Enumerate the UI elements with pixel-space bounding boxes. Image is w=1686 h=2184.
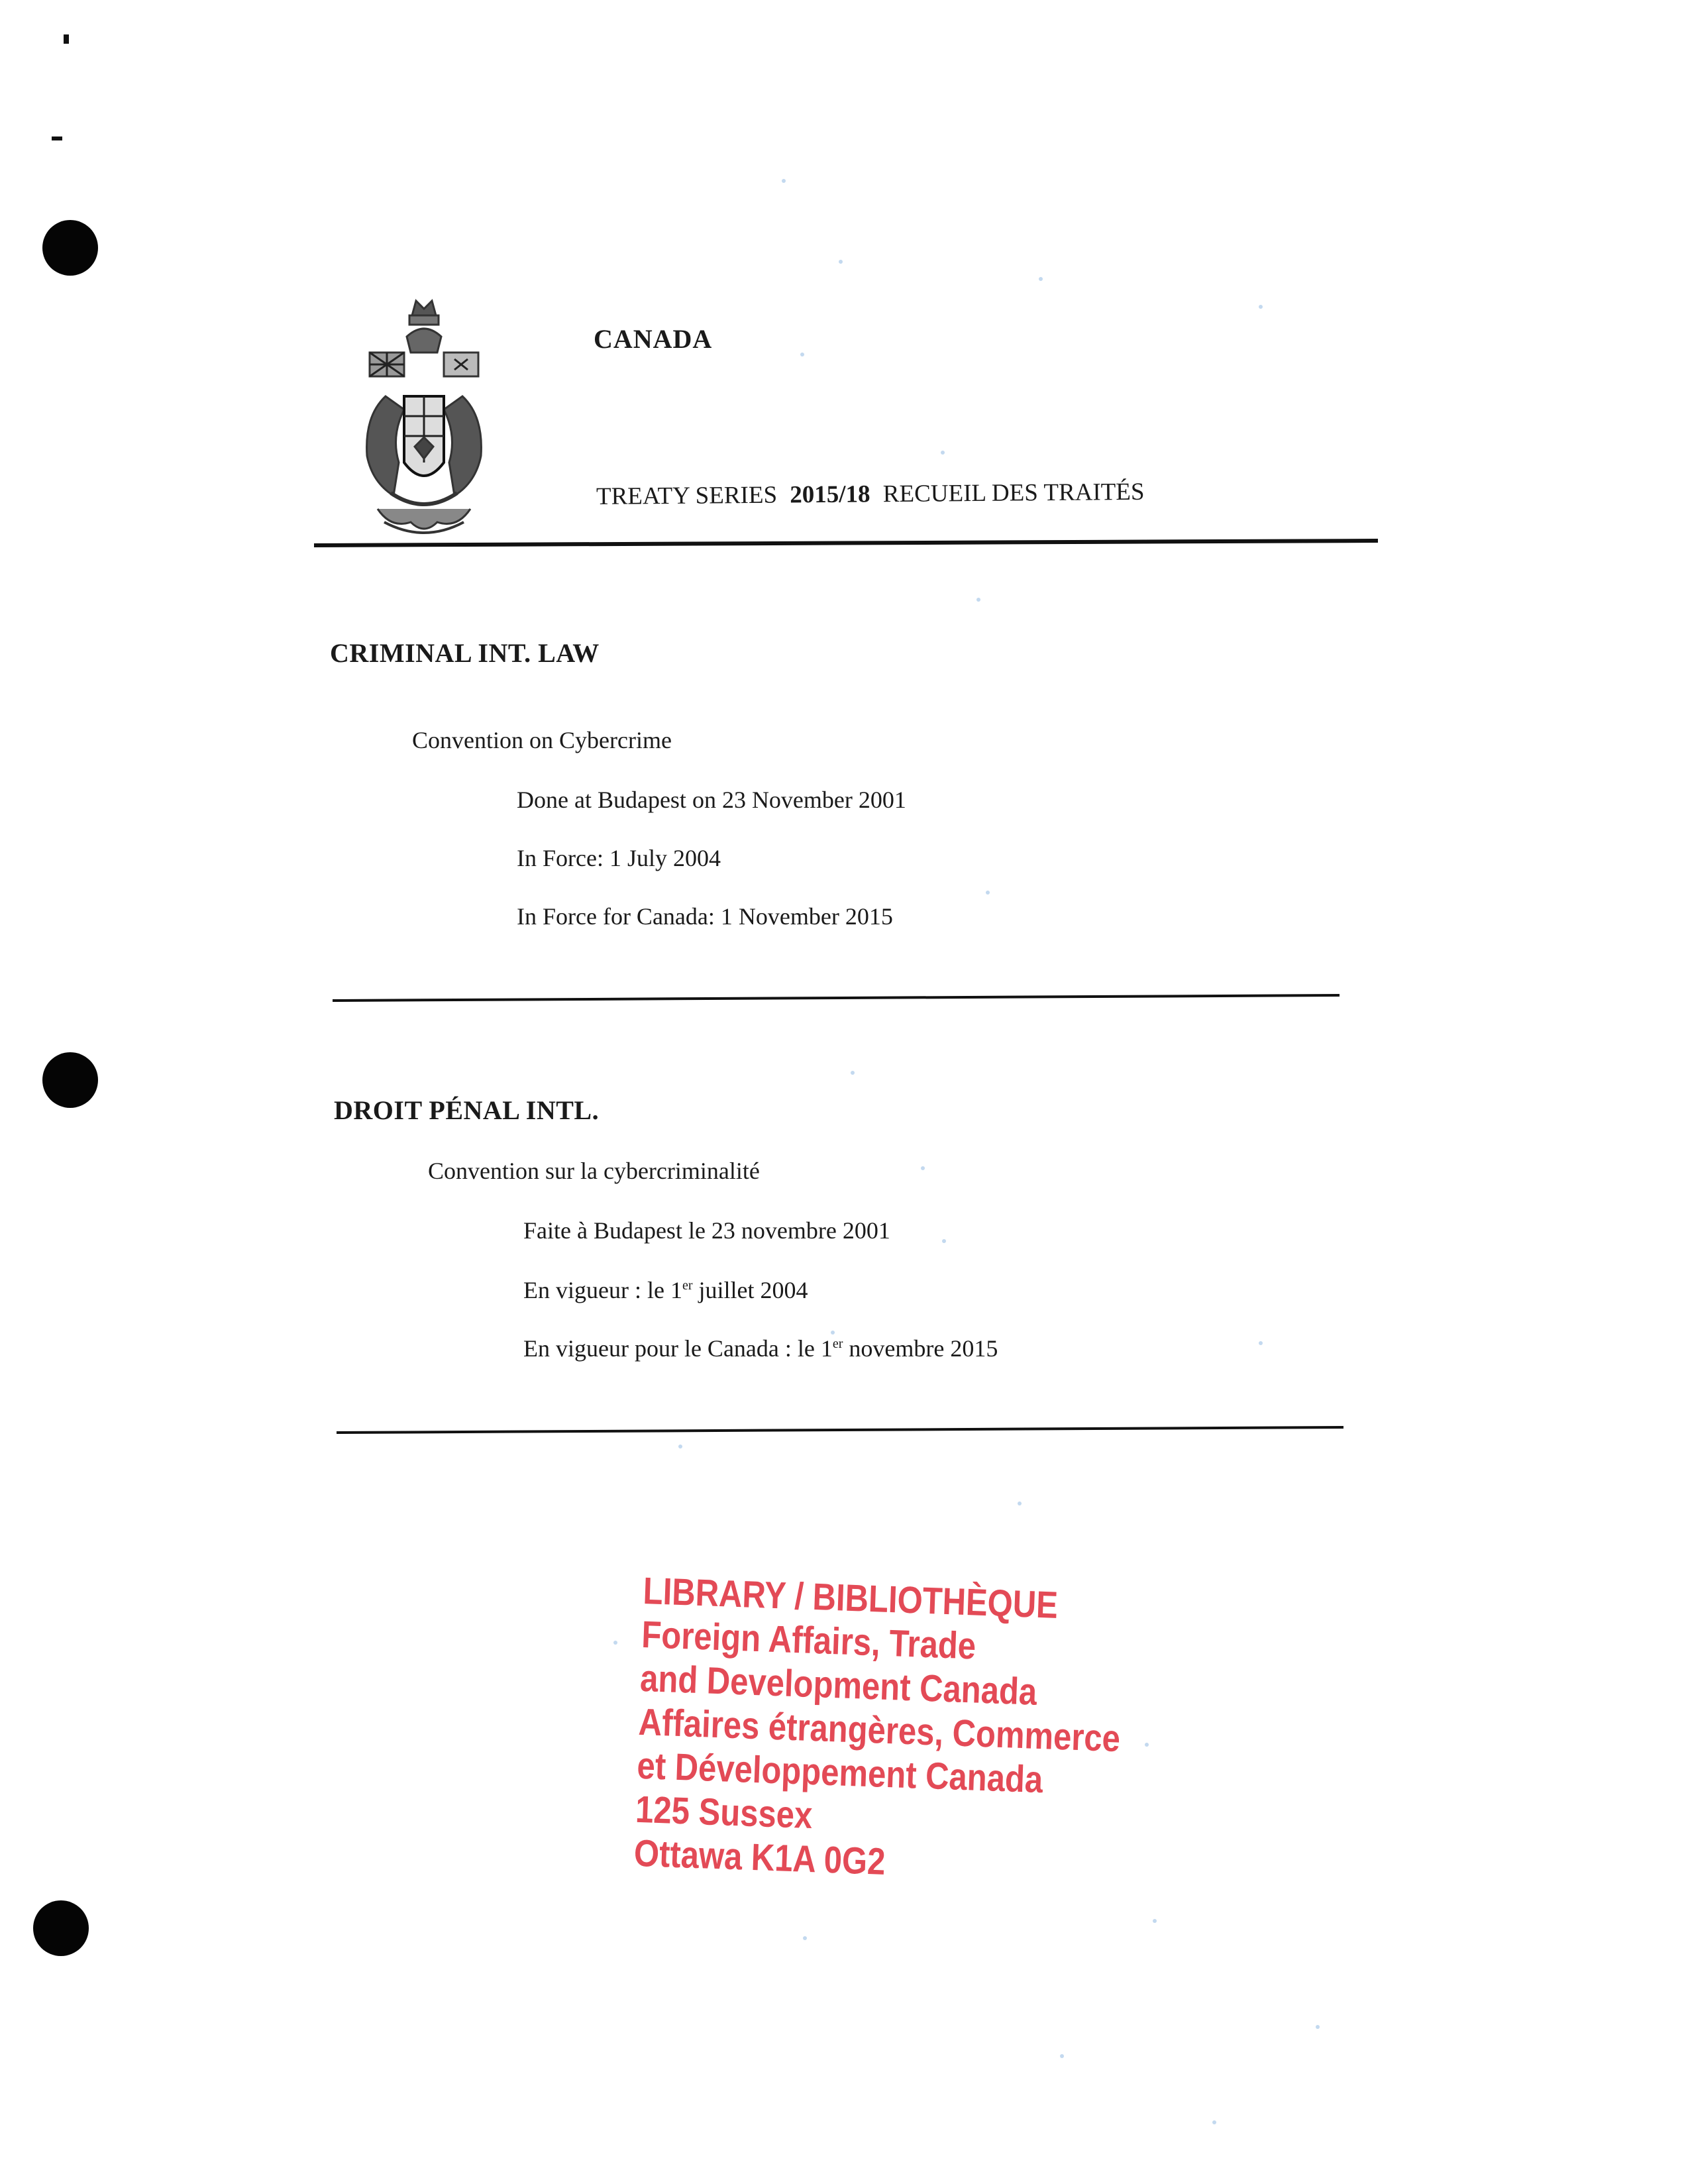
- french-done-at: Faite à Budapest le 23 novembre 2001: [523, 1217, 890, 1244]
- scan-dot: [1259, 1341, 1263, 1345]
- scan-speck: [52, 136, 62, 140]
- stamp-line: Affaires étrangères, Commerce: [637, 1700, 1122, 1761]
- series-label-en: TREATY SERIES: [596, 481, 778, 510]
- stamp-line: Ottawa K1A 0G2: [633, 1831, 886, 1883]
- french-heading: DROIT PÉNAL INTL.: [334, 1095, 600, 1125]
- section-divider-1: [333, 994, 1340, 1002]
- scan-dot: [803, 1936, 807, 1940]
- series-number: 2015/18: [790, 480, 870, 509]
- english-title: Convention on Cybercrime: [412, 727, 672, 753]
- french-in-force-canada-date: novembre 2015: [843, 1335, 998, 1362]
- stamp-line: and Development Canada: [639, 1657, 1038, 1714]
- scan-dot: [839, 260, 843, 264]
- ordinal-suffix: er: [682, 1278, 693, 1293]
- scan-dot: [1018, 1502, 1022, 1505]
- library-stamp: [633, 1569, 1126, 1892]
- series-label-fr: RECUEIL DES TRAITÉS: [882, 478, 1145, 508]
- section-divider-2: [337, 1426, 1344, 1434]
- french-in-force-text: En vigueur : le 1: [523, 1277, 682, 1303]
- french-in-force: [523, 1276, 808, 1304]
- stamp-line: 125 Sussex: [635, 1788, 814, 1837]
- french-title: Convention sur la cybercriminalité: [428, 1158, 760, 1184]
- scan-dot: [613, 1641, 617, 1645]
- scan-dot: [941, 451, 945, 455]
- scan-dot: [1316, 2025, 1320, 2029]
- ordinal-suffix: er: [832, 1337, 843, 1351]
- scan-dot: [942, 1239, 946, 1243]
- scan-dot: [976, 598, 980, 602]
- french-in-force-date: juillet 2004: [692, 1277, 808, 1303]
- scan-dot: [851, 1071, 855, 1075]
- english-in-force: In Force: 1 July 2004: [517, 845, 721, 871]
- scan-dot: [800, 353, 804, 356]
- scan-dot: [782, 179, 786, 183]
- scan-dot: [1145, 1743, 1149, 1747]
- coat-of-arms-emblem: [338, 297, 510, 542]
- french-in-force-canada: [523, 1335, 998, 1362]
- binder-hole-middle: [42, 1052, 98, 1108]
- binder-hole-top: [42, 220, 98, 276]
- french-in-force-canada-text: En vigueur pour le Canada : le 1: [523, 1335, 833, 1362]
- english-heading: CRIMINAL INT. LAW: [330, 638, 600, 668]
- stamp-line: LIBRARY / BIBLIOTHÈQUE: [642, 1569, 1059, 1627]
- scan-dot: [678, 1445, 682, 1448]
- scan-dot: [1039, 277, 1043, 281]
- scan-dot: [1259, 305, 1263, 309]
- english-in-force-canada: In Force for Canada: 1 November 2015: [517, 903, 893, 930]
- treaty-series-line: [596, 478, 1145, 511]
- stamp-line: et Développement Canada: [636, 1744, 1044, 1802]
- scan-speck: [64, 34, 69, 44]
- english-done-at: Done at Budapest on 23 November 2001: [517, 787, 906, 813]
- country-label: CANADA: [594, 324, 713, 354]
- stamp-line: Foreign Affairs, Trade: [641, 1613, 977, 1668]
- binder-hole-bottom: [33, 1900, 89, 1956]
- scan-dot: [1212, 2120, 1216, 2124]
- scan-dot: [986, 891, 990, 895]
- scan-dot: [1060, 2054, 1064, 2058]
- scan-dot: [921, 1166, 925, 1170]
- scan-dot: [1153, 1919, 1157, 1923]
